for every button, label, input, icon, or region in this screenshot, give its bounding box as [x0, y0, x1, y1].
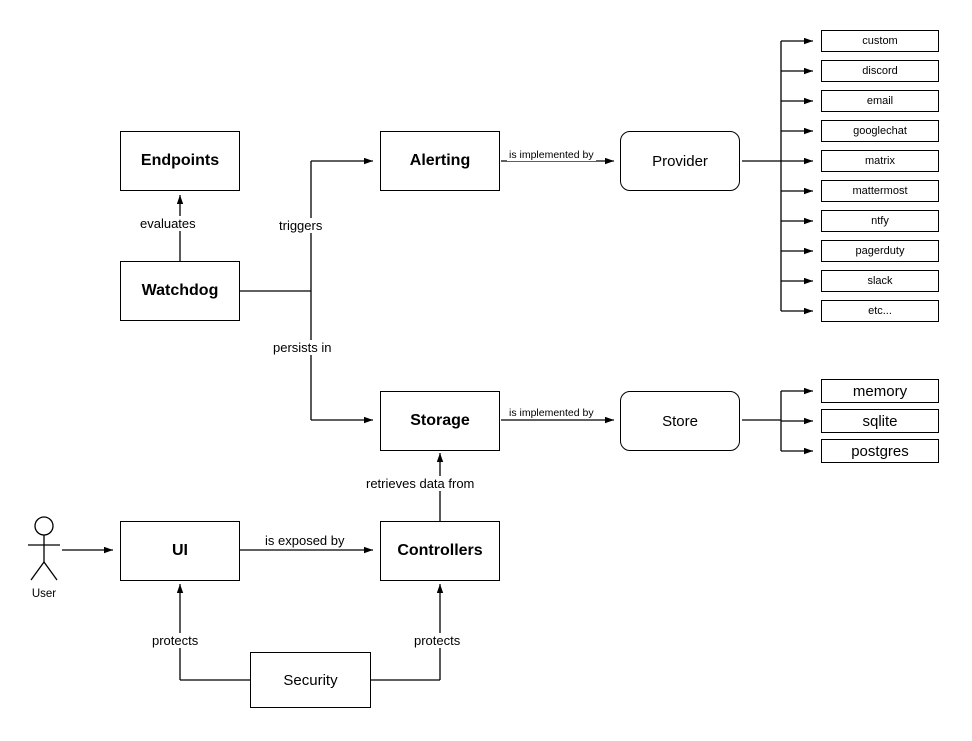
leaf-label: memory — [852, 382, 908, 400]
leaf-label: custom — [862, 35, 898, 47]
edge-label-protects-ui: protects — [152, 633, 199, 648]
leaf-label: ntfy — [871, 215, 889, 227]
node-security[interactable] — [250, 652, 371, 708]
leaf-provider-mattermost[interactable] — [821, 180, 939, 202]
node-controllers[interactable] — [380, 521, 500, 581]
user-head-icon — [35, 517, 53, 535]
leaf-label: discord — [862, 65, 898, 77]
leaf-label: mattermost — [852, 185, 908, 197]
node-storage-label: Storage — [410, 412, 470, 429]
node-watchdog[interactable] — [120, 261, 240, 321]
user-leg-left-icon — [31, 562, 44, 580]
edge-label-storage-implemented-by: is implemented by — [509, 407, 594, 419]
leaf-label: matrix — [865, 155, 895, 167]
leaf-label: postgres — [851, 442, 909, 460]
leaf-provider-pagerduty[interactable] — [821, 240, 939, 262]
node-endpoints-label: Endpoints — [140, 152, 220, 169]
leaf-provider-discord[interactable] — [821, 60, 939, 82]
leaf-label: etc... — [868, 305, 892, 317]
leaf-provider-googlechat[interactable] — [821, 120, 939, 142]
edge-label-is-exposed-by: is exposed by — [265, 533, 345, 548]
node-ui[interactable] — [120, 521, 240, 581]
user-leg-right-icon — [44, 562, 57, 580]
leaf-provider-email[interactable] — [821, 90, 939, 112]
actor-user-label: User — [31, 588, 57, 600]
node-endpoints[interactable] — [120, 131, 240, 191]
edge-label-persists-in: persists in — [273, 340, 332, 355]
node-alerting-label: Alerting — [409, 152, 471, 169]
leaf-provider-ntfy[interactable] — [821, 210, 939, 232]
edge-label-evaluates: evaluates — [140, 216, 196, 231]
leaf-store-postgres[interactable] — [821, 439, 939, 463]
leaf-label: sqlite — [862, 412, 898, 430]
node-provider-label: Provider — [652, 152, 708, 170]
leaf-provider-etc[interactable] — [821, 300, 939, 322]
edge-label-protects-controllers: protects — [414, 633, 461, 648]
leaf-provider-slack[interactable] — [821, 270, 939, 292]
leaf-store-memory[interactable] — [821, 379, 939, 403]
leaf-provider-custom[interactable] — [821, 30, 939, 52]
leaf-store-sqlite[interactable] — [821, 409, 939, 433]
node-security-label: Security — [283, 671, 338, 689]
leaf-label: googlechat — [853, 125, 907, 137]
node-ui-label: UI — [172, 542, 188, 559]
node-controllers-label: Controllers — [397, 542, 483, 559]
edge-label-alerting-implemented-by: is implemented by — [509, 149, 594, 161]
leaf-label: slack — [867, 275, 893, 287]
leaf-label: pagerduty — [855, 245, 905, 257]
node-store[interactable] — [620, 391, 740, 451]
edge-label-triggers: triggers — [279, 218, 323, 233]
node-watchdog-label: Watchdog — [141, 282, 219, 299]
edge-label-retrieves-data-from: retrieves data from — [366, 476, 475, 491]
leaf-provider-matrix[interactable] — [821, 150, 939, 172]
node-alerting[interactable] — [380, 131, 500, 191]
node-storage[interactable] — [380, 391, 500, 451]
node-provider[interactable] — [620, 131, 740, 191]
node-store-label: Store — [662, 412, 698, 430]
leaf-label: email — [866, 95, 894, 107]
